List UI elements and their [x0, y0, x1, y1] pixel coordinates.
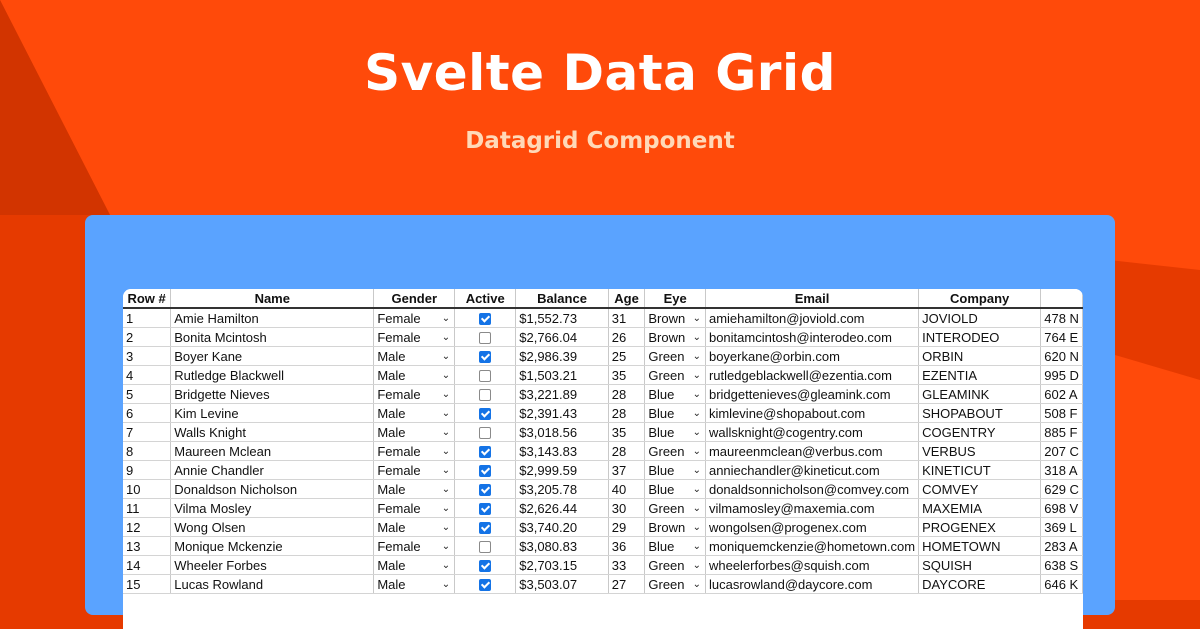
age-cell[interactable]: 33: [608, 556, 645, 575]
active-cell: [455, 556, 516, 575]
email-cell[interactable]: kimlevine@shopabout.com: [705, 404, 918, 423]
eye-cell[interactable]: [645, 480, 706, 499]
age-cell[interactable]: 35: [608, 423, 645, 442]
active-cell: [455, 575, 516, 594]
gender-cell-value: Male: [377, 576, 406, 592]
row-number-cell: 7: [123, 423, 171, 442]
chevron-down-icon: ⌄: [692, 369, 701, 381]
address-cell[interactable]: 283 A: [1041, 537, 1083, 556]
active-cell: [455, 385, 516, 404]
email-cell[interactable]: wheelerforbes@squish.com: [705, 556, 918, 575]
gender-cell[interactable]: [374, 575, 455, 594]
gender-cell-value: Male: [377, 367, 406, 383]
chevron-down-icon: ⌄: [692, 331, 701, 343]
gender-cell[interactable]: [374, 556, 455, 575]
eye-cell[interactable]: [645, 347, 706, 366]
active-cell: [455, 461, 516, 480]
chevron-down-icon: ⌄: [441, 312, 451, 324]
chevron-down-icon: ⌄: [692, 502, 701, 514]
age-cell[interactable]: 28: [608, 385, 645, 404]
chevron-down-icon: ⌄: [692, 350, 701, 362]
address-cell[interactable]: 602 A: [1041, 385, 1083, 404]
address-cell[interactable]: 207 C: [1041, 442, 1083, 461]
eye-cell-select[interactable]: [648, 558, 702, 573]
balance-cell[interactable]: $1,503.21: [516, 366, 609, 385]
balance-cell[interactable]: $3,143.83: [516, 442, 609, 461]
gender-cell[interactable]: [374, 442, 455, 461]
eye-cell[interactable]: [645, 461, 706, 480]
address-cell[interactable]: 638 S: [1041, 556, 1083, 575]
age-cell[interactable]: 25: [608, 347, 645, 366]
gender-cell[interactable]: [374, 385, 455, 404]
column-header-company[interactable]: Company: [919, 289, 1041, 308]
address-cell[interactable]: 885 F: [1041, 423, 1083, 442]
address-cell[interactable]: 478 N: [1041, 308, 1083, 328]
address-cell[interactable]: 995 D: [1041, 366, 1083, 385]
chevron-down-icon: ⌄: [692, 559, 701, 571]
email-cell[interactable]: maureenmclean@verbus.com: [705, 442, 918, 461]
gender-cell-select[interactable]: [377, 539, 451, 554]
company-cell[interactable]: COMVEY: [919, 480, 1041, 499]
name-cell[interactable]: Amie Hamilton: [171, 308, 374, 328]
eye-cell-value: Green: [648, 443, 685, 459]
gender-cell-select[interactable]: [377, 577, 451, 592]
gender-cell[interactable]: [374, 480, 455, 499]
chevron-down-icon: ⌄: [692, 578, 701, 590]
table-row: [123, 556, 1083, 575]
eye-cell-select[interactable]: [648, 311, 702, 326]
email-cell[interactable]: wongolsen@progenex.com: [705, 518, 918, 537]
chevron-down-icon: ⌄: [441, 578, 451, 590]
gender-cell[interactable]: [374, 423, 455, 442]
eye-cell[interactable]: [645, 442, 706, 461]
eye-cell-value: Green: [648, 500, 685, 516]
active-checkbox[interactable]: [479, 560, 491, 572]
gender-cell-value: Female: [377, 310, 421, 326]
column-header-balance[interactable]: Balance: [516, 289, 609, 308]
gender-cell[interactable]: [374, 328, 455, 347]
column-header-address[interactable]: [1041, 289, 1083, 308]
chevron-down-icon: ⌄: [441, 483, 451, 495]
address-cell[interactable]: 620 N: [1041, 347, 1083, 366]
eye-cell[interactable]: [645, 404, 706, 423]
name-cell[interactable]: Walls Knight: [171, 423, 374, 442]
balance-cell[interactable]: $2,986.39: [516, 347, 609, 366]
email-cell[interactable]: vilmamosley@maxemia.com: [705, 499, 918, 518]
gender-cell-select[interactable]: [377, 463, 451, 478]
gender-cell-value: Female: [377, 329, 421, 345]
address-cell[interactable]: 508 F: [1041, 404, 1083, 423]
eye-cell-value: Blue: [648, 386, 675, 402]
row-number-cell: 10: [123, 480, 171, 499]
column-header-age[interactable]: Age: [608, 289, 645, 308]
row-number-cell: 15: [123, 575, 171, 594]
company-cell[interactable]: KINETICUT: [919, 461, 1041, 480]
row-number-cell: 8: [123, 442, 171, 461]
eye-cell-select[interactable]: [648, 520, 702, 535]
row-number-cell: 4: [123, 366, 171, 385]
chevron-down-icon: ⌄: [441, 502, 451, 514]
address-cell[interactable]: 629 C: [1041, 480, 1083, 499]
chevron-down-icon: ⌄: [692, 540, 701, 552]
eye-cell-value: Brown: [648, 519, 686, 535]
gender-cell-select[interactable]: [377, 368, 451, 383]
active-checkbox[interactable]: [479, 541, 491, 553]
gender-cell[interactable]: [374, 537, 455, 556]
table-row: [123, 385, 1083, 404]
company-cell[interactable]: JOVIOLD: [919, 308, 1041, 328]
row-number-cell: 9: [123, 461, 171, 480]
gender-cell-select[interactable]: [377, 444, 451, 459]
address-cell[interactable]: 646 K: [1041, 575, 1083, 594]
chevron-down-icon: ⌄: [692, 464, 701, 476]
grid-header-row: [123, 289, 1083, 308]
table-row: [123, 499, 1083, 518]
chevron-down-icon: ⌄: [441, 445, 451, 457]
gender-cell-value: Male: [377, 348, 406, 364]
age-cell[interactable]: 36: [608, 537, 645, 556]
table-row: [123, 347, 1083, 366]
gender-cell-select[interactable]: [377, 406, 451, 421]
row-number-cell: 13: [123, 537, 171, 556]
age-cell[interactable]: 28: [608, 404, 645, 423]
active-checkbox[interactable]: [479, 465, 491, 477]
age-cell[interactable]: 27: [608, 575, 645, 594]
gender-cell-value: Female: [377, 538, 421, 554]
eye-cell-select[interactable]: [648, 349, 702, 364]
name-cell[interactable]: Monique Mckenzie: [171, 537, 374, 556]
gender-cell-value: Male: [377, 405, 406, 421]
column-header-email[interactable]: Email: [705, 289, 918, 308]
gender-cell[interactable]: [374, 347, 455, 366]
grid-panel: [85, 215, 1115, 615]
active-cell: [455, 328, 516, 347]
table-row: [123, 404, 1083, 423]
eye-cell-select[interactable]: [648, 501, 702, 516]
active-cell: [455, 537, 516, 556]
chevron-down-icon: ⌄: [441, 426, 451, 438]
age-cell[interactable]: 29: [608, 518, 645, 537]
age-cell[interactable]: 40: [608, 480, 645, 499]
row-number-cell: 1: [123, 308, 171, 328]
grid-body: [123, 308, 1083, 594]
gender-cell-value: Male: [377, 519, 406, 535]
gender-cell-value: Male: [377, 557, 406, 573]
active-cell: [455, 404, 516, 423]
table-row: [123, 442, 1083, 461]
gender-cell-value: Female: [377, 462, 421, 478]
eye-cell-value: Blue: [648, 405, 675, 421]
eye-cell-value: Green: [648, 557, 685, 573]
company-cell[interactable]: DAYCORE: [919, 575, 1041, 594]
chevron-down-icon: ⌄: [441, 388, 451, 400]
eye-cell[interactable]: [645, 423, 706, 442]
age-cell[interactable]: 28: [608, 442, 645, 461]
name-cell[interactable]: Lucas Rowland: [171, 575, 374, 594]
active-cell: [455, 442, 516, 461]
name-cell[interactable]: Bonita Mcintosh: [171, 328, 374, 347]
eye-cell[interactable]: [645, 385, 706, 404]
balance-cell[interactable]: $2,391.43: [516, 404, 609, 423]
address-cell[interactable]: 764 E: [1041, 328, 1083, 347]
balance-cell[interactable]: $3,018.56: [516, 423, 609, 442]
gender-cell[interactable]: [374, 366, 455, 385]
company-cell[interactable]: VERBUS: [919, 442, 1041, 461]
age-cell[interactable]: 35: [608, 366, 645, 385]
name-cell[interactable]: Maureen Mclean: [171, 442, 374, 461]
eye-cell-select[interactable]: [648, 368, 702, 383]
table-row: [123, 575, 1083, 594]
active-checkbox[interactable]: [479, 332, 491, 344]
eye-cell-value: Blue: [648, 538, 675, 554]
chevron-down-icon: ⌄: [441, 369, 451, 381]
gender-cell-value: Male: [377, 481, 406, 497]
eye-cell[interactable]: [645, 308, 706, 328]
row-number-cell: 2: [123, 328, 171, 347]
active-checkbox[interactable]: [479, 484, 491, 496]
eye-cell-value: Brown: [648, 329, 686, 345]
data-grid-table: [123, 289, 1083, 594]
gender-cell[interactable]: [374, 499, 455, 518]
email-cell[interactable]: bonitamcintosh@interodeo.com: [705, 328, 918, 347]
eye-cell[interactable]: [645, 556, 706, 575]
row-number-cell: 12: [123, 518, 171, 537]
eye-cell[interactable]: [645, 575, 706, 594]
gender-cell[interactable]: [374, 308, 455, 328]
row-number-cell: 5: [123, 385, 171, 404]
eye-cell-select[interactable]: [648, 463, 702, 478]
eye-cell-select[interactable]: [648, 482, 702, 497]
chevron-down-icon: ⌄: [692, 483, 701, 495]
balance-cell[interactable]: $3,205.78: [516, 480, 609, 499]
eye-cell-value: Green: [648, 367, 685, 383]
active-checkbox[interactable]: [479, 522, 491, 534]
eye-cell[interactable]: [645, 518, 706, 537]
gender-cell-select[interactable]: [377, 425, 451, 440]
eye-cell-select[interactable]: [648, 387, 702, 402]
company-cell[interactable]: PROGENEX: [919, 518, 1041, 537]
active-checkbox[interactable]: [479, 389, 491, 401]
balance-cell[interactable]: $2,999.59: [516, 461, 609, 480]
gender-cell-value: Female: [377, 386, 421, 402]
active-cell: [455, 347, 516, 366]
page-subtitle: Datagrid Component: [465, 128, 735, 154]
balance-cell[interactable]: $2,766.04: [516, 328, 609, 347]
balance-cell[interactable]: $2,703.15: [516, 556, 609, 575]
active-checkbox[interactable]: [479, 446, 491, 458]
email-cell[interactable]: wallsknight@cogentry.com: [705, 423, 918, 442]
chevron-down-icon: ⌄: [692, 426, 701, 438]
chevron-down-icon: ⌄: [441, 407, 451, 419]
row-number-cell: 3: [123, 347, 171, 366]
gender-cell-select[interactable]: [377, 349, 451, 364]
chevron-down-icon: ⌄: [692, 521, 701, 533]
active-checkbox[interactable]: [479, 427, 491, 439]
active-checkbox[interactable]: [479, 370, 491, 382]
eye-cell-select[interactable]: [648, 406, 702, 421]
name-cell[interactable]: Donaldson Nicholson: [171, 480, 374, 499]
email-cell[interactable]: boyerkane@orbin.com: [705, 347, 918, 366]
chevron-down-icon: ⌄: [441, 540, 451, 552]
active-cell: [455, 518, 516, 537]
age-cell[interactable]: 37: [608, 461, 645, 480]
table-row: [123, 480, 1083, 499]
column-header-active[interactable]: Active: [455, 289, 516, 308]
active-checkbox[interactable]: [479, 313, 491, 325]
chevron-down-icon: ⌄: [441, 559, 451, 571]
column-header-row-number[interactable]: Row #: [123, 289, 171, 308]
address-cell[interactable]: 318 A: [1041, 461, 1083, 480]
eye-cell[interactable]: [645, 328, 706, 347]
table-row: [123, 537, 1083, 556]
age-cell[interactable]: 30: [608, 499, 645, 518]
gender-cell-value: Female: [377, 500, 421, 516]
eye-cell-value: Blue: [648, 462, 675, 478]
active-checkbox[interactable]: [479, 351, 491, 363]
row-number-cell: 6: [123, 404, 171, 423]
chevron-down-icon: ⌄: [441, 350, 451, 362]
page-title: Svelte Data Grid: [364, 44, 836, 102]
name-cell[interactable]: Bridgette Nieves: [171, 385, 374, 404]
gender-cell-select[interactable]: [377, 501, 451, 516]
email-cell[interactable]: lucasrowland@daycore.com: [705, 575, 918, 594]
balance-cell[interactable]: $3,740.20: [516, 518, 609, 537]
eye-cell-value: Blue: [648, 481, 675, 497]
table-row: [123, 461, 1083, 480]
eye-cell-select[interactable]: [648, 444, 702, 459]
active-cell: [455, 480, 516, 499]
eye-cell[interactable]: [645, 499, 706, 518]
name-cell[interactable]: Kim Levine: [171, 404, 374, 423]
email-cell[interactable]: rutledgeblackwell@ezentia.com: [705, 366, 918, 385]
company-cell[interactable]: INTERODEO: [919, 328, 1041, 347]
active-checkbox[interactable]: [479, 408, 491, 420]
gender-cell-select[interactable]: [377, 558, 451, 573]
data-grid: [123, 289, 1083, 629]
active-cell: [455, 308, 516, 328]
email-cell[interactable]: amiehamilton@joviold.com: [705, 308, 918, 328]
eye-cell-select[interactable]: [648, 330, 702, 345]
email-cell[interactable]: bridgettenieves@gleamink.com: [705, 385, 918, 404]
row-number-cell: 11: [123, 499, 171, 518]
gender-cell[interactable]: [374, 404, 455, 423]
eye-cell-value: Green: [648, 576, 685, 592]
name-cell[interactable]: Wheeler Forbes: [171, 556, 374, 575]
eye-cell[interactable]: [645, 366, 706, 385]
name-cell[interactable]: Wong Olsen: [171, 518, 374, 537]
age-cell[interactable]: 31: [608, 308, 645, 328]
company-cell[interactable]: COGENTRY: [919, 423, 1041, 442]
balance-cell[interactable]: $2,626.44: [516, 499, 609, 518]
chevron-down-icon: ⌄: [692, 312, 701, 324]
company-cell[interactable]: EZENTIA: [919, 366, 1041, 385]
name-cell[interactable]: Vilma Mosley: [171, 499, 374, 518]
gender-cell-select[interactable]: [377, 482, 451, 497]
eye-cell-select[interactable]: [648, 425, 702, 440]
table-row: [123, 366, 1083, 385]
table-row: [123, 518, 1083, 537]
column-header-name[interactable]: Name: [171, 289, 374, 308]
gender-cell-value: Female: [377, 443, 421, 459]
eye-cell-select[interactable]: [648, 539, 702, 554]
active-cell: [455, 366, 516, 385]
name-cell[interactable]: Annie Chandler: [171, 461, 374, 480]
eye-cell-value: Blue: [648, 424, 675, 440]
eye-cell-value: Brown: [648, 310, 686, 326]
eye-cell-value: Green: [648, 348, 685, 364]
active-checkbox[interactable]: [479, 503, 491, 515]
email-cell[interactable]: donaldsonnicholson@comvey.com: [705, 480, 918, 499]
active-cell: [455, 423, 516, 442]
table-row: [123, 308, 1083, 328]
email-cell[interactable]: anniechandler@kineticut.com: [705, 461, 918, 480]
company-cell[interactable]: SHOPABOUT: [919, 404, 1041, 423]
row-number-cell: 14: [123, 556, 171, 575]
balance-cell[interactable]: $3,221.89: [516, 385, 609, 404]
company-cell[interactable]: HOMETOWN: [919, 537, 1041, 556]
column-header-eye[interactable]: Eye: [645, 289, 706, 308]
chevron-down-icon: ⌄: [692, 407, 701, 419]
gender-cell-select[interactable]: [377, 311, 451, 326]
active-cell: [455, 499, 516, 518]
company-cell[interactable]: MAXEMIA: [919, 499, 1041, 518]
gender-cell[interactable]: [374, 461, 455, 480]
gender-cell-select[interactable]: [377, 330, 451, 345]
company-cell[interactable]: GLEAMINK: [919, 385, 1041, 404]
gender-cell[interactable]: [374, 518, 455, 537]
company-cell[interactable]: SQUISH: [919, 556, 1041, 575]
gender-cell-select[interactable]: [377, 387, 451, 402]
company-cell[interactable]: ORBIN: [919, 347, 1041, 366]
chevron-down-icon: ⌄: [441, 464, 451, 476]
table-row: [123, 328, 1083, 347]
active-checkbox[interactable]: [479, 579, 491, 591]
chevron-down-icon: ⌄: [692, 388, 701, 400]
email-cell[interactable]: moniquemckenzie@hometown.com: [705, 537, 918, 556]
address-cell[interactable]: 369 L: [1041, 518, 1083, 537]
balance-cell[interactable]: $3,503.07: [516, 575, 609, 594]
eye-cell[interactable]: [645, 537, 706, 556]
eye-cell-select[interactable]: [648, 577, 702, 592]
name-cell[interactable]: Rutledge Blackwell: [171, 366, 374, 385]
chevron-down-icon: ⌄: [441, 521, 451, 533]
chevron-down-icon: ⌄: [692, 445, 701, 457]
chevron-down-icon: ⌄: [441, 331, 451, 343]
balance-cell[interactable]: $3,080.83: [516, 537, 609, 556]
balance-cell[interactable]: $1,552.73: [516, 308, 609, 328]
age-cell[interactable]: 26: [608, 328, 645, 347]
gender-cell-select[interactable]: [377, 520, 451, 535]
name-cell[interactable]: Boyer Kane: [171, 347, 374, 366]
table-row: [123, 423, 1083, 442]
column-header-gender[interactable]: Gender: [374, 289, 455, 308]
address-cell[interactable]: 698 V: [1041, 499, 1083, 518]
gender-cell-value: Male: [377, 424, 406, 440]
